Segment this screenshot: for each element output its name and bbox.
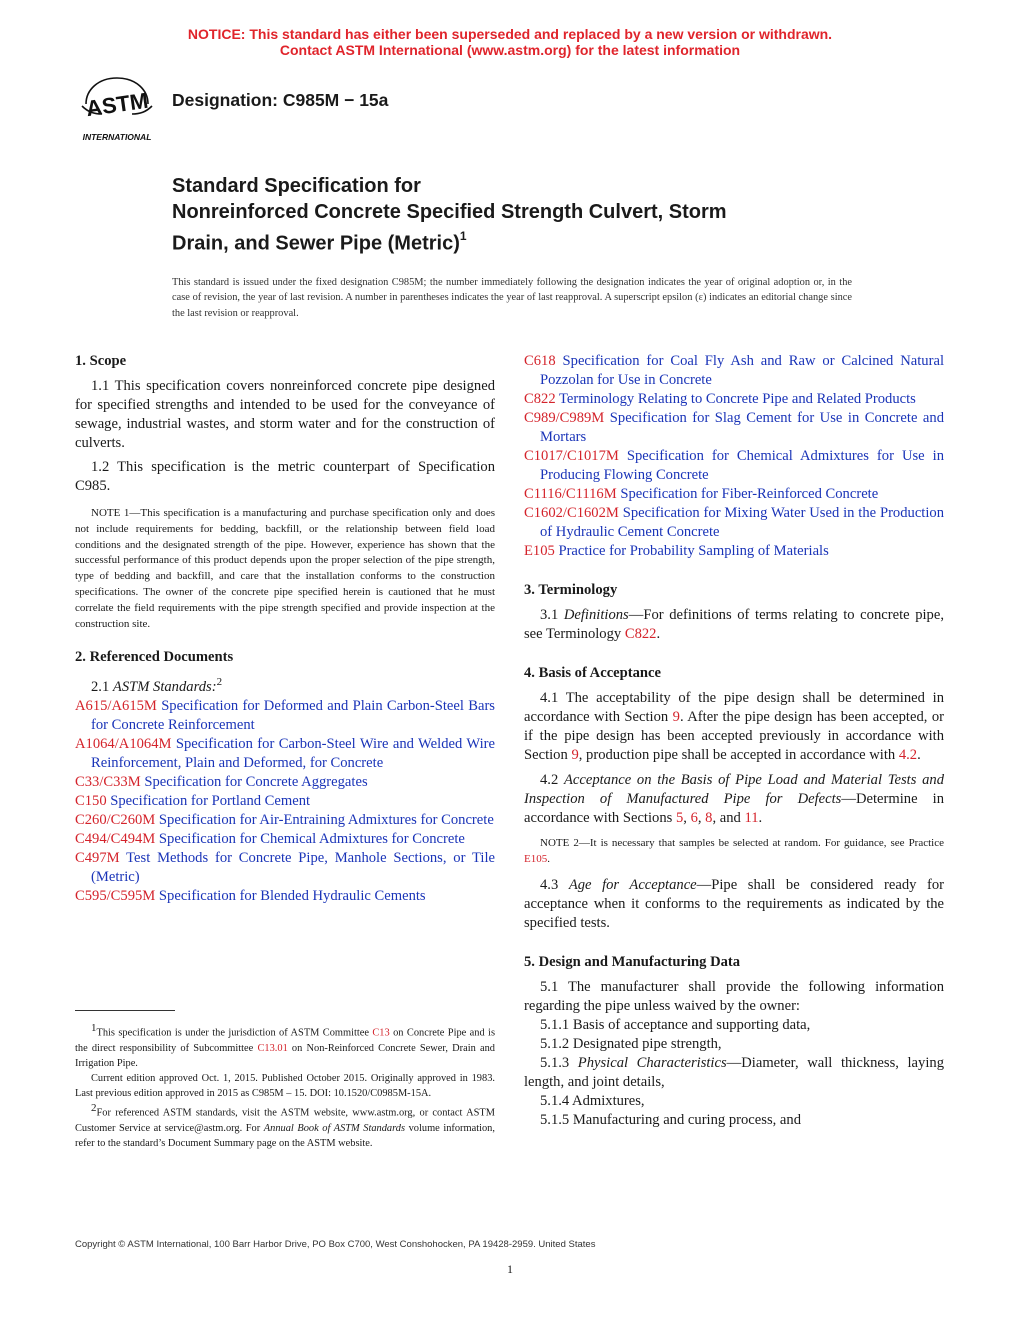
footnotes bbox=[75, 1021, 495, 1152]
notice-line-2: Contact ASTM International (www.astm.org) for the latest information bbox=[279, 42, 741, 58]
para-5-1-3: 5.1.3 Physical Characteristics—Diameter, wall thickness, laying length, and joint details, bbox=[524, 1054, 944, 1090]
designation: Designation: C985M − 15a bbox=[172, 90, 389, 110]
reference-title[interactable]: Specification for Concrete Aggregates bbox=[140, 774, 368, 791]
reference-title[interactable]: Practice for Probability Sampling of Materials bbox=[554, 543, 829, 559]
reference-item[interactable] bbox=[75, 887, 495, 906]
reference-item[interactable] bbox=[75, 735, 495, 773]
reference-code[interactable]: C497M bbox=[75, 850, 120, 867]
section-2-heading: 2. Referenced Documents bbox=[75, 649, 234, 666]
reference-title[interactable]: Specification for Portland Cement bbox=[106, 793, 311, 810]
reference-code[interactable]: C989/C989M bbox=[524, 410, 605, 426]
reference-item[interactable] bbox=[524, 504, 944, 542]
document-title bbox=[172, 173, 892, 257]
right-reference-list bbox=[524, 352, 944, 561]
link-section-11[interactable]: 11 bbox=[744, 810, 759, 826]
section-3-heading: 3. Terminology bbox=[524, 582, 618, 598]
link-section-6[interactable]: 6 bbox=[690, 810, 698, 826]
left-reference-list bbox=[75, 697, 495, 906]
reference-code[interactable]: E105 bbox=[524, 543, 555, 559]
reference-item[interactable] bbox=[524, 409, 944, 447]
link-e105[interactable]: E105 bbox=[524, 852, 548, 865]
astm-logo bbox=[74, 74, 160, 144]
reference-item[interactable] bbox=[524, 390, 944, 409]
footnote-rule bbox=[75, 1010, 175, 1011]
reference-code[interactable]: A615/A615M bbox=[75, 698, 157, 715]
link-c13-01[interactable]: C13.01 bbox=[257, 1042, 288, 1054]
reference-code[interactable]: C595/C595M bbox=[75, 888, 156, 905]
reference-title[interactable]: Specification for Chemical Admixtures for Use in Producing Flowing Concrete bbox=[540, 448, 944, 483]
para-4-1: 4.1 The acceptability of the pipe design shall be determined in accordance with Section 9. After the pipe design has been accepted, or if the pipe design has been accepted previously in accordance with Section 9, production pipe shall be accepted in accordance with 4.2. bbox=[524, 690, 944, 763]
reference-title[interactable]: Specification for Air-Entraining Admixtures for Concrete bbox=[155, 812, 494, 829]
title-line-2: Nonreinforced Concrete Specified Strength Culvert, Storm bbox=[172, 201, 727, 223]
para-5-1-4: 5.1.4 Admixtures, bbox=[540, 1092, 645, 1109]
reference-title[interactable]: Test Methods for Concrete Pipe, Manhole Sections, or Tile (Metric) bbox=[91, 850, 495, 886]
para-4-3: 4.3 Age for Acceptance—Pipe shall be considered ready for acceptance when it conforms to the requirements as indicated by the specified tests. bbox=[524, 876, 945, 931]
right-column bbox=[524, 352, 944, 1130]
para-5-1-2: 5.1.2 Designated pipe strength, bbox=[540, 1035, 722, 1052]
title-footnote-mark: 1 bbox=[459, 229, 467, 243]
reference-item[interactable] bbox=[524, 485, 944, 504]
notice-line-1: NOTICE: This standard has either been superseded and replaced by a new version or withdrawn. bbox=[187, 26, 833, 42]
link-c13[interactable]: C13 bbox=[372, 1027, 390, 1039]
reference-title[interactable]: Specification for Chemical Admixtures for Concrete bbox=[155, 831, 465, 848]
para-5-1: 5.1 The manufacturer shall provide the following information regarding the pipe unless waived by the owner: bbox=[524, 978, 944, 1014]
reference-item[interactable] bbox=[75, 830, 495, 849]
reference-item[interactable] bbox=[524, 542, 944, 561]
note-2: NOTE 2—It is necessary that samples be selected at random. For guidance, see Practice E105. bbox=[524, 837, 944, 865]
reference-code[interactable]: C1602/C1602M bbox=[524, 505, 619, 521]
link-4-2[interactable]: 4.2 bbox=[898, 747, 918, 763]
para-1-2: 1.2 This specification is the metric counterpart of Specification C985. bbox=[75, 459, 495, 494]
svg-text:ASTM: ASTM bbox=[84, 87, 150, 122]
reference-code[interactable]: C822 bbox=[524, 391, 556, 407]
para-1-1: 1.1 This specification covers nonreinforced concrete pipe designed for specified strengths and intended to be used for the conveyance of sewage, industrial wastes, and storm water and for the construction of culverts. bbox=[75, 378, 495, 451]
reference-item[interactable] bbox=[75, 811, 495, 830]
reference-title[interactable]: Specification for Coal Fly Ash and Raw or Calcined Natural Pozzolan for Use in Concrete bbox=[540, 353, 944, 388]
issued-note: This standard is issued under the fixed designation C985M; the number immediately following the designation indicates the year of original adoption or, in the case of revision, the year of last revision. A number in parentheses indicates the year of last reapproval. A superscript epsilon (ε) indicates an editorial change since the last revision or reapproval. bbox=[172, 277, 852, 319]
section-5-heading: 5. Design and Manufacturing Data bbox=[524, 953, 741, 970]
title-line-3: Drain, and Sewer Pipe (Metric) bbox=[172, 232, 460, 255]
para-5-1-1: 5.1.1 Basis of acceptance and supporting data, bbox=[540, 1016, 811, 1033]
reference-item[interactable] bbox=[75, 697, 495, 735]
title-line-1: Standard Specification for bbox=[172, 175, 421, 197]
left-column bbox=[75, 352, 495, 906]
section-1-heading: 1. Scope bbox=[75, 353, 127, 369]
svg-text:INTERNATIONAL: INTERNATIONAL bbox=[82, 132, 152, 142]
reference-title[interactable]: Specification for Blended Hydraulic Cements bbox=[155, 888, 426, 905]
reference-item[interactable] bbox=[75, 792, 495, 811]
reference-item[interactable] bbox=[524, 447, 944, 485]
reference-code[interactable]: C260/C260M bbox=[75, 812, 156, 829]
reference-title[interactable]: Specification for Carbon-Steel Wire and Welded Wire Reinforcement, Plain and Deformed, for Concrete bbox=[91, 736, 495, 772]
para-5-1-5: 5.1.5 Manufacturing and curing process, and bbox=[540, 1111, 801, 1128]
reference-code[interactable]: C150 bbox=[75, 793, 107, 810]
reference-code[interactable]: C33/C33M bbox=[75, 774, 141, 791]
footnote-2: $^2$For referenced ASTM standards, visit the ASTM website, www.astm.org, or contact ASTM Customer Service at service@astm.org. For Annual Book of ASTM Standards volume information, refer to the standard’s Document Summary page on the ASTM website. bbox=[75, 1102, 495, 1150]
link-section-9[interactable]: 9 bbox=[672, 709, 680, 725]
reference-title[interactable]: Specification for Deformed and Plain Carbon-Steel Bars for Concrete Reinforcement bbox=[91, 698, 495, 734]
footnote-1-edition: Current edition approved Oct. 1, 2015. Published October 2015. Originally approved in 1983. Last previous edition approved in 2015 as C985M – 15. DOI: 10.1520/C0985M-15A. bbox=[75, 1073, 495, 1100]
reference-item[interactable] bbox=[75, 849, 495, 887]
reference-code[interactable]: C618 bbox=[524, 353, 556, 369]
reference-title[interactable]: Specification for Fiber-Reinforced Concrete bbox=[616, 486, 879, 502]
link-section-5[interactable]: 5 bbox=[675, 810, 684, 826]
reference-title[interactable]: Terminology Relating to Concrete Pipe and Related Products bbox=[555, 391, 916, 407]
link-c822[interactable]: C822 bbox=[624, 626, 657, 642]
section-4-heading: 4. Basis of Acceptance bbox=[524, 665, 662, 681]
footnote-1: $^1$This specification is under the jurisdiction of ASTM Committee C13 on Concrete Pipe and is the direct responsibility of Subcommittee C13.01 on Non-Reinforced Concrete Sewer, Drain and Irrigation Pipe. bbox=[75, 1022, 495, 1069]
reference-item[interactable] bbox=[524, 352, 944, 390]
para-4-2: 4.2 Acceptance on the Basis of Pipe Load and Material Tests and Inspection of Manufactured Pipe for Defects—Determine in accordance with Sections 5, 6, 8, and 11. bbox=[524, 772, 945, 826]
reference-title[interactable]: Specification for Slag Cement for Use in Concrete and Mortars bbox=[540, 410, 944, 445]
reference-title[interactable]: Specification for Mixing Water Used in the Production of Hydraulic Cement Concrete bbox=[540, 505, 944, 540]
page-number: 1 bbox=[507, 1262, 513, 1276]
copyright-line: Copyright © ASTM International, 100 Barr Harbor Drive, PO Box C700, West Conshohocken, PA 19428-2959. United States bbox=[75, 1239, 596, 1250]
link-section-9b[interactable]: 9 bbox=[571, 747, 579, 763]
reference-code[interactable]: A1064/A1064M bbox=[75, 736, 172, 753]
para-2-1: 2.1 ASTM Standards:$^2$ bbox=[91, 676, 223, 696]
reference-code[interactable]: C494/C494M bbox=[75, 831, 156, 848]
reference-item[interactable] bbox=[75, 773, 495, 792]
reference-code[interactable]: C1017/C1017M bbox=[524, 448, 619, 464]
note-1: NOTE 1—This specification is a manufacturing and purchase specification only and does not include requirements for bedding, backfill, or the relationship between field load conditions and the designated strength of the pipe. However, experience has shown that the successful performance of this product depends upon the proper selection of the pipe strength, type of bedding and backfill, and care that the installation conforms to the construction specifications. The owner of the concrete pipe specified herein is cautioned that he must correlate the field requirements with the pipe strength specified and provide inspection at the construction site. bbox=[75, 507, 495, 630]
reference-code[interactable]: C1116/C1116M bbox=[524, 486, 617, 502]
link-section-8[interactable]: 8 bbox=[705, 810, 713, 826]
para-3-1: 3.1 Definitions—For definitions of terms relating to concrete pipe, see Terminology C822. bbox=[524, 607, 944, 642]
